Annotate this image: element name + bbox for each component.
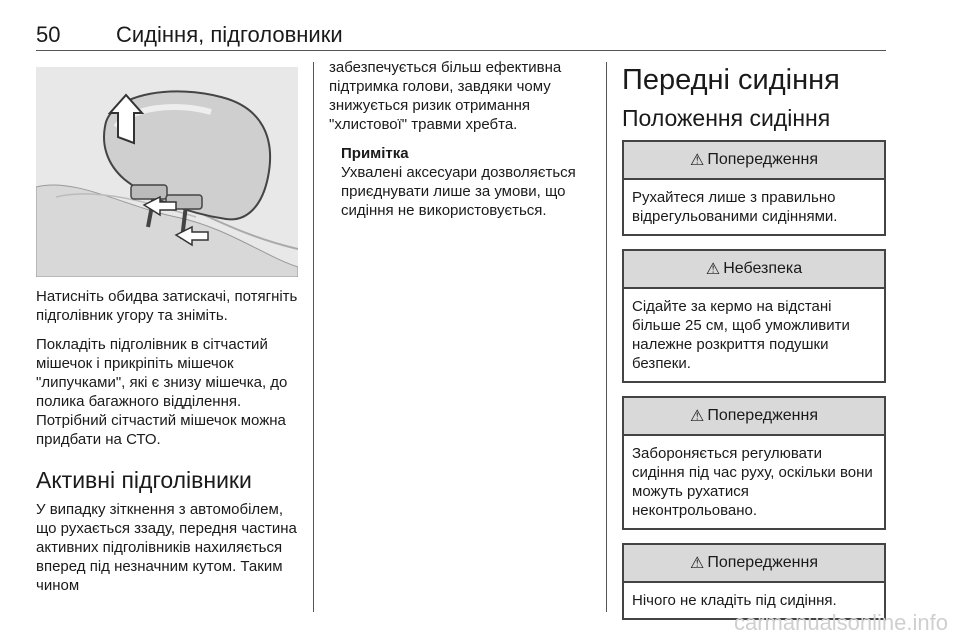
instruction-store: Покладіть підголівник в сітчастий мішечок і прикріпіть мішечок "липучками", які є знизу мішечка, до полика багажного відділення. Потрібний сітчастий мішечок можна придбати на СТО.: [36, 336, 288, 448]
section-heading-front-seats: Передні сидіння: [622, 64, 840, 96]
warning-box-text: Забороняється регулювати сидіння під час руху, оскільки вони можуть рухатися неконтрольовано.: [632, 445, 873, 519]
middle-column: [329, 58, 601, 220]
right-column: [622, 58, 886, 633]
warning-box-text: Рухайтеся лише з правильно відрегульованими сидіннями.: [632, 189, 838, 225]
page-number: 50: [36, 22, 61, 47]
headrest-illustration: [36, 67, 298, 277]
danger-box-header: [624, 251, 884, 289]
warning-box-title: Попередження: [707, 554, 819, 571]
danger-box-text: Сідайте за кермо на відстані більше 25 см, щоб уможливити належне розкриття подушки безпеки.: [632, 298, 850, 372]
section-heading-active-headrests: Активні підголівники: [36, 467, 252, 493]
warning-box: [622, 543, 886, 620]
warning-box-header: [624, 545, 884, 583]
warning-box-text: Нічого не кладіть під сидіння.: [632, 592, 837, 609]
watermark: carmanualsonline.info: [733, 610, 948, 635]
note-block: [329, 144, 601, 220]
warning-triangle-icon: ⚠: [689, 555, 705, 572]
note-title: Примітка: [341, 145, 409, 162]
subheading-seat-position: Положення сидіння: [622, 105, 831, 131]
left-column: [36, 287, 304, 605]
page-header: [36, 14, 886, 51]
warning-box-header: [624, 142, 884, 180]
warning-box: [622, 396, 886, 530]
warning-box-title: Попередження: [707, 407, 819, 424]
warning-box: [622, 140, 886, 236]
warning-box-header: [624, 398, 884, 436]
danger-box: [622, 249, 886, 383]
warning-triangle-icon: ⚠: [689, 152, 705, 169]
headrest-drawing: [36, 67, 298, 277]
danger-box-title: Небезпека: [723, 260, 803, 277]
warning-triangle-icon: ⚠: [705, 261, 721, 278]
page-title: Сидіння, підголовники: [116, 22, 343, 47]
active-headrests-text: У випадку зіткнення з автомобілем, що рухається ззаду, передня частина активних підголівників нахиляється вперед під незначним кутом. Таким чином: [36, 501, 297, 594]
column-divider: [606, 62, 607, 612]
instruction-remove: Натисніть обидва затискачі, потягніть підголівник угору та зніміть.: [36, 288, 298, 324]
column-divider: [313, 62, 314, 612]
active-headrests-continued: забезпечується більш ефективна підтримка голови, завдяки чому знижується ризик отримання "хлистової" травми хребта.: [329, 59, 562, 133]
warning-box-title: Попередження: [707, 151, 819, 168]
note-text: Ухвалені аксесуари дозволяється приєднувати лише за умови, що сидіння не використовується.: [341, 164, 576, 219]
warning-triangle-icon: ⚠: [689, 408, 705, 425]
